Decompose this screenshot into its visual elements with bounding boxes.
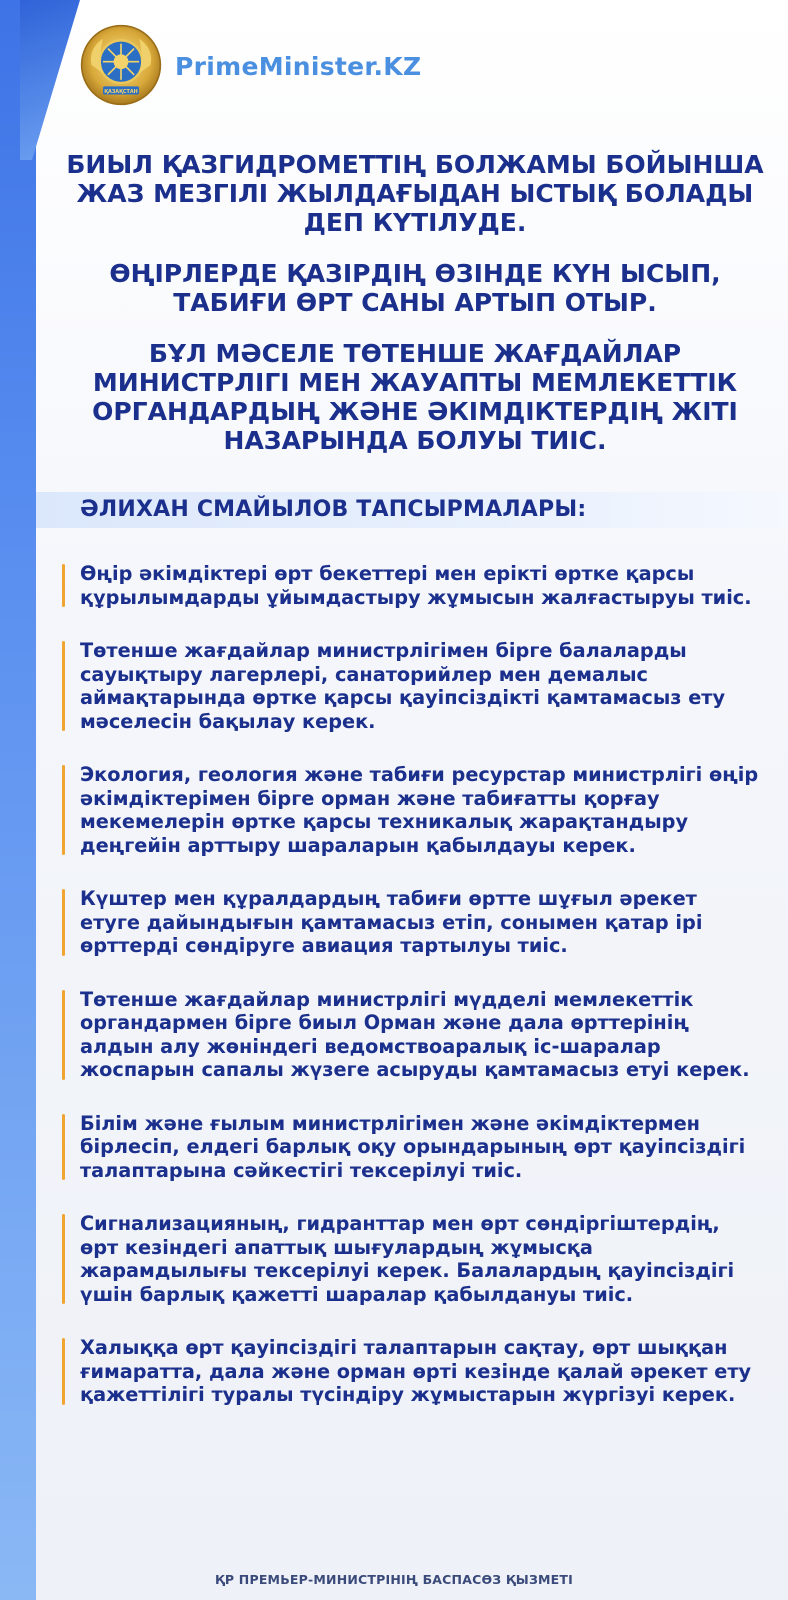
task-accent-bar <box>62 1114 65 1181</box>
intro-paragraph: БИЫЛ ҚАЗГИДРОМЕТТІҢ БОЛЖАМЫ БОЙЫНША ЖАЗ МЕЗГІЛІ ЖЫЛДАҒЫДАН ЫСТЫҚ БОЛАДЫ ДЕП КҮТІЛУДЕ. <box>66 150 764 237</box>
brand-logo-text: PrimeMinister.KZ <box>175 52 422 81</box>
task-text: Халыққа өрт қауіпсіздігі талаптарын сақтау, өрт шыққан ғимаратта, дала және орман өрті кезінде қалай әрекет ету қажеттілігі туралы түсіндіру жұмыстарын жүргізуі керек. <box>80 1336 752 1406</box>
kazakhstan-state-emblem-icon <box>80 24 162 106</box>
task-accent-bar <box>62 1338 65 1405</box>
task-text: Білім және ғылым министрлігімен және әкімдіктермен бірлесіп, елдегі барлық оқу орындарының өрт қауіпсіздігі талаптарына сәйкестігі тексерілуі тиіс. <box>80 1111 746 1182</box>
intro-block <box>60 150 770 477</box>
task-text: Өңір әкімдіктері өрт бекеттері мен ерікті өртке қарсы құрылымдарды ұйымдастыру жұмысын жалғастыруы тиіс. <box>80 562 752 609</box>
task-item <box>62 1336 762 1407</box>
task-text: Экология, геология және табиғи ресурстар министрлігі өңір әкімдіктерімен бірге орман және табиғатты қорғау мекемелерін өртке қарсы техникалық жарақтандыру деңгейін арттыру шараларын қабылдауы керек. <box>80 763 759 857</box>
task-accent-bar <box>62 990 65 1080</box>
task-item <box>62 763 762 857</box>
left-blue-strip <box>0 0 36 1600</box>
task-item <box>62 1112 762 1183</box>
intro-paragraph: ӨҢІРЛЕРДЕ ҚАЗІРДІҢ ӨЗІНДЕ КҮН ЫСЫП, ТАБИҒИ ӨРТ САНЫ АРТЫП ОТЫР. <box>109 259 721 317</box>
section-title: ӘЛИХАН СМАЙЫЛОВ ТАПСЫРМАЛАРЫ: <box>80 497 587 522</box>
task-list <box>62 562 762 1437</box>
svg-text:ҚАЗАҚСТАН: ҚАЗАҚСТАН <box>104 88 138 95</box>
task-text: Төтенше жағдайлар министрлігімен бірге балаларды сауықтыру лагерлері, санаторийлер мен демалыс аймақтарында өртке қарсы қауіпсіздікті қамтамасыз ету мәселесін бақылау керек. <box>80 639 726 733</box>
task-item <box>62 639 762 733</box>
intro-paragraph: БҰЛ МӘСЕЛЕ ТӨТЕНШЕ ЖАҒДАЙЛАР МИНИСТРЛІГІ МЕН ЖАУАПТЫ МЕМЛЕКЕТТІК ОРГАНДАРДЫҢ ЖӘНЕ ӘКІМДІКТЕРДІҢ ЖІТІ НАЗАРЫНДА БОЛУЫ ТИІС. <box>92 339 738 455</box>
task-accent-bar <box>62 641 65 731</box>
task-item <box>62 887 762 958</box>
left-diagonal-accent <box>20 0 80 160</box>
task-item <box>62 988 762 1082</box>
task-accent-bar <box>62 564 65 607</box>
footer-credit: ҚР ПРЕМЬЕР-МИНИСТРІНІҢ БАСПАСӨЗ ҚЫЗМЕТІ <box>215 1572 573 1587</box>
task-accent-bar <box>62 765 65 855</box>
task-accent-bar <box>62 1214 65 1304</box>
task-text: Күштер мен құралдардың табиғи өртте шұғыл әрекет етуге дайындығын қамтамасыз етіп, сонымен қатар ірі өрттерді сөндіруге авиация тартылуы тиіс. <box>80 887 703 957</box>
task-text: Сигнализацияның, гидранттар мен өрт сөндіргіштердің, өрт кезіндегі апаттық шығулардың жұмысқа жарамдылығы тексерілуі керек. Балалардың қауіпсіздігі үшін барлық қажетті шаралар қабылдануы тиіс. <box>80 1212 735 1306</box>
task-item <box>62 562 762 609</box>
task-text: Төтенше жағдайлар министрлігі мүдделі мемлекеттік органдармен бірге биыл Орман және дала өрттерінің алдын алу жөніндегі ведомствоаралық іс-шаралар жоспарын сапалы жүзеге асыруды қамтамасыз етуі керек. <box>80 987 750 1081</box>
task-item <box>62 1212 762 1306</box>
task-accent-bar <box>62 889 65 956</box>
